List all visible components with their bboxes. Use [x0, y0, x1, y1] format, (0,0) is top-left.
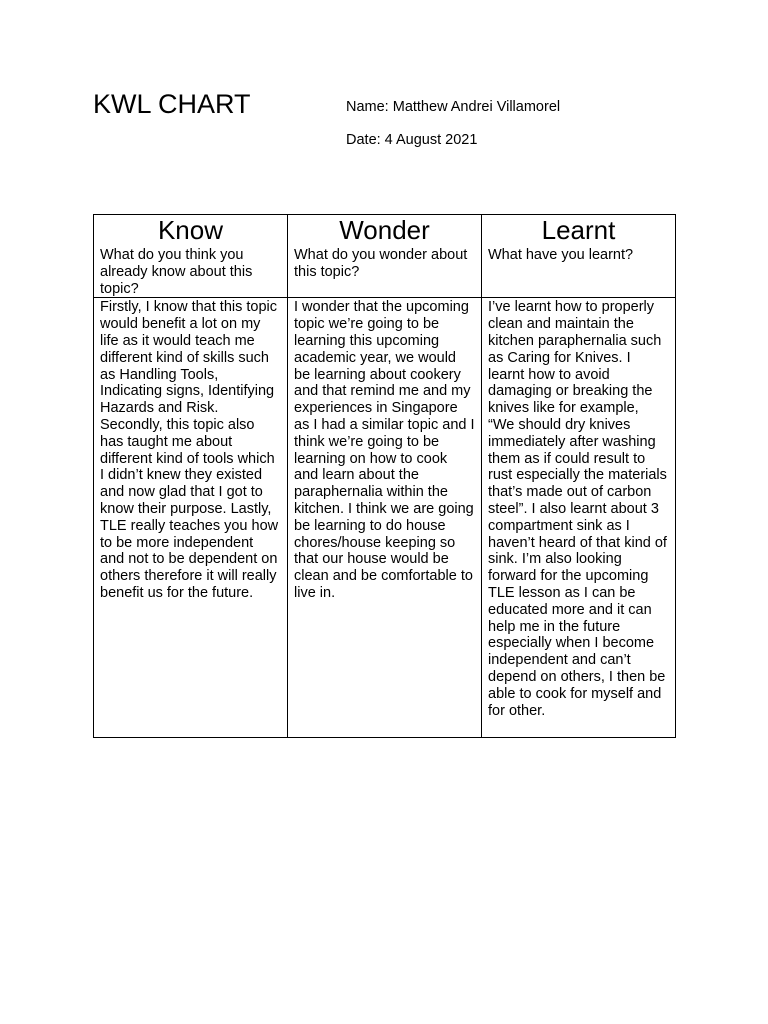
know-response-cell [94, 298, 288, 738]
learnt-response: I’ve learnt how to properly clean and maintain the kitchen paraphernalia such as Caring for Knives. I learnt how to avoid damaging or breaking the knives like for example, “We should dry knives immediately after washing them as if could result to rust especially the materials that’s made out of carbon steel”. I also learnt about 3 compartment sink as I haven’t heard of that kind of sink. I’m also looking forward for the upcoming TLE lesson as I can be educated more and it can help me in the future especially when I become independent and can’t depend on others, I then be able to cook for myself and for other. [488, 299, 667, 719]
know-response: Firstly, I know that this topic would benefit a lot on my life as it would teach me different kind of skills such as Handling Tools, Indicating signs, Identifying Hazards and Risk. Secondly, this topic also has taught me about different kind of tools which I didn’t knew they existed and now glad that I got to know their purpose. Lastly, TLE really teaches you how to be more independent and not to be dependent on others therefore it will really benefit us for the future. [100, 299, 279, 601]
know-prompt: What do you think you already know about this topic? [100, 247, 253, 297]
header-row [94, 215, 676, 298]
learnt-response-cell [482, 298, 676, 738]
kwl-table [93, 214, 676, 738]
student-name: Name: Matthew Andrei Villamorel [346, 99, 561, 115]
learnt-header-cell [482, 215, 676, 298]
wonder-response: I wonder that the upcoming topic we’re going to be learning this upcoming academic year, we would be learning about cookery and that remind me and my experiences in Singapore as I had a similar topic and I think we’re going to be learning on how to cook and learn about the paraphernalia within the kitchen. I think we are going be learning to do house chores/house keeping so that our house would be clean and be comfortable to live in. [294, 299, 475, 601]
response-row [94, 298, 676, 738]
wonder-heading: Wonder [339, 215, 430, 245]
wonder-prompt: What do you wonder about this topic? [294, 247, 468, 280]
know-heading: Know [157, 215, 224, 245]
wonder-response-cell [288, 298, 482, 738]
document-date: Date: 4 August 2021 [346, 132, 478, 148]
page-title: KWL CHART [93, 89, 251, 119]
know-header-cell [94, 215, 288, 298]
learnt-heading: Learnt [541, 215, 616, 245]
wonder-header-cell [288, 215, 482, 298]
learnt-prompt: What have you learnt? [488, 247, 634, 263]
